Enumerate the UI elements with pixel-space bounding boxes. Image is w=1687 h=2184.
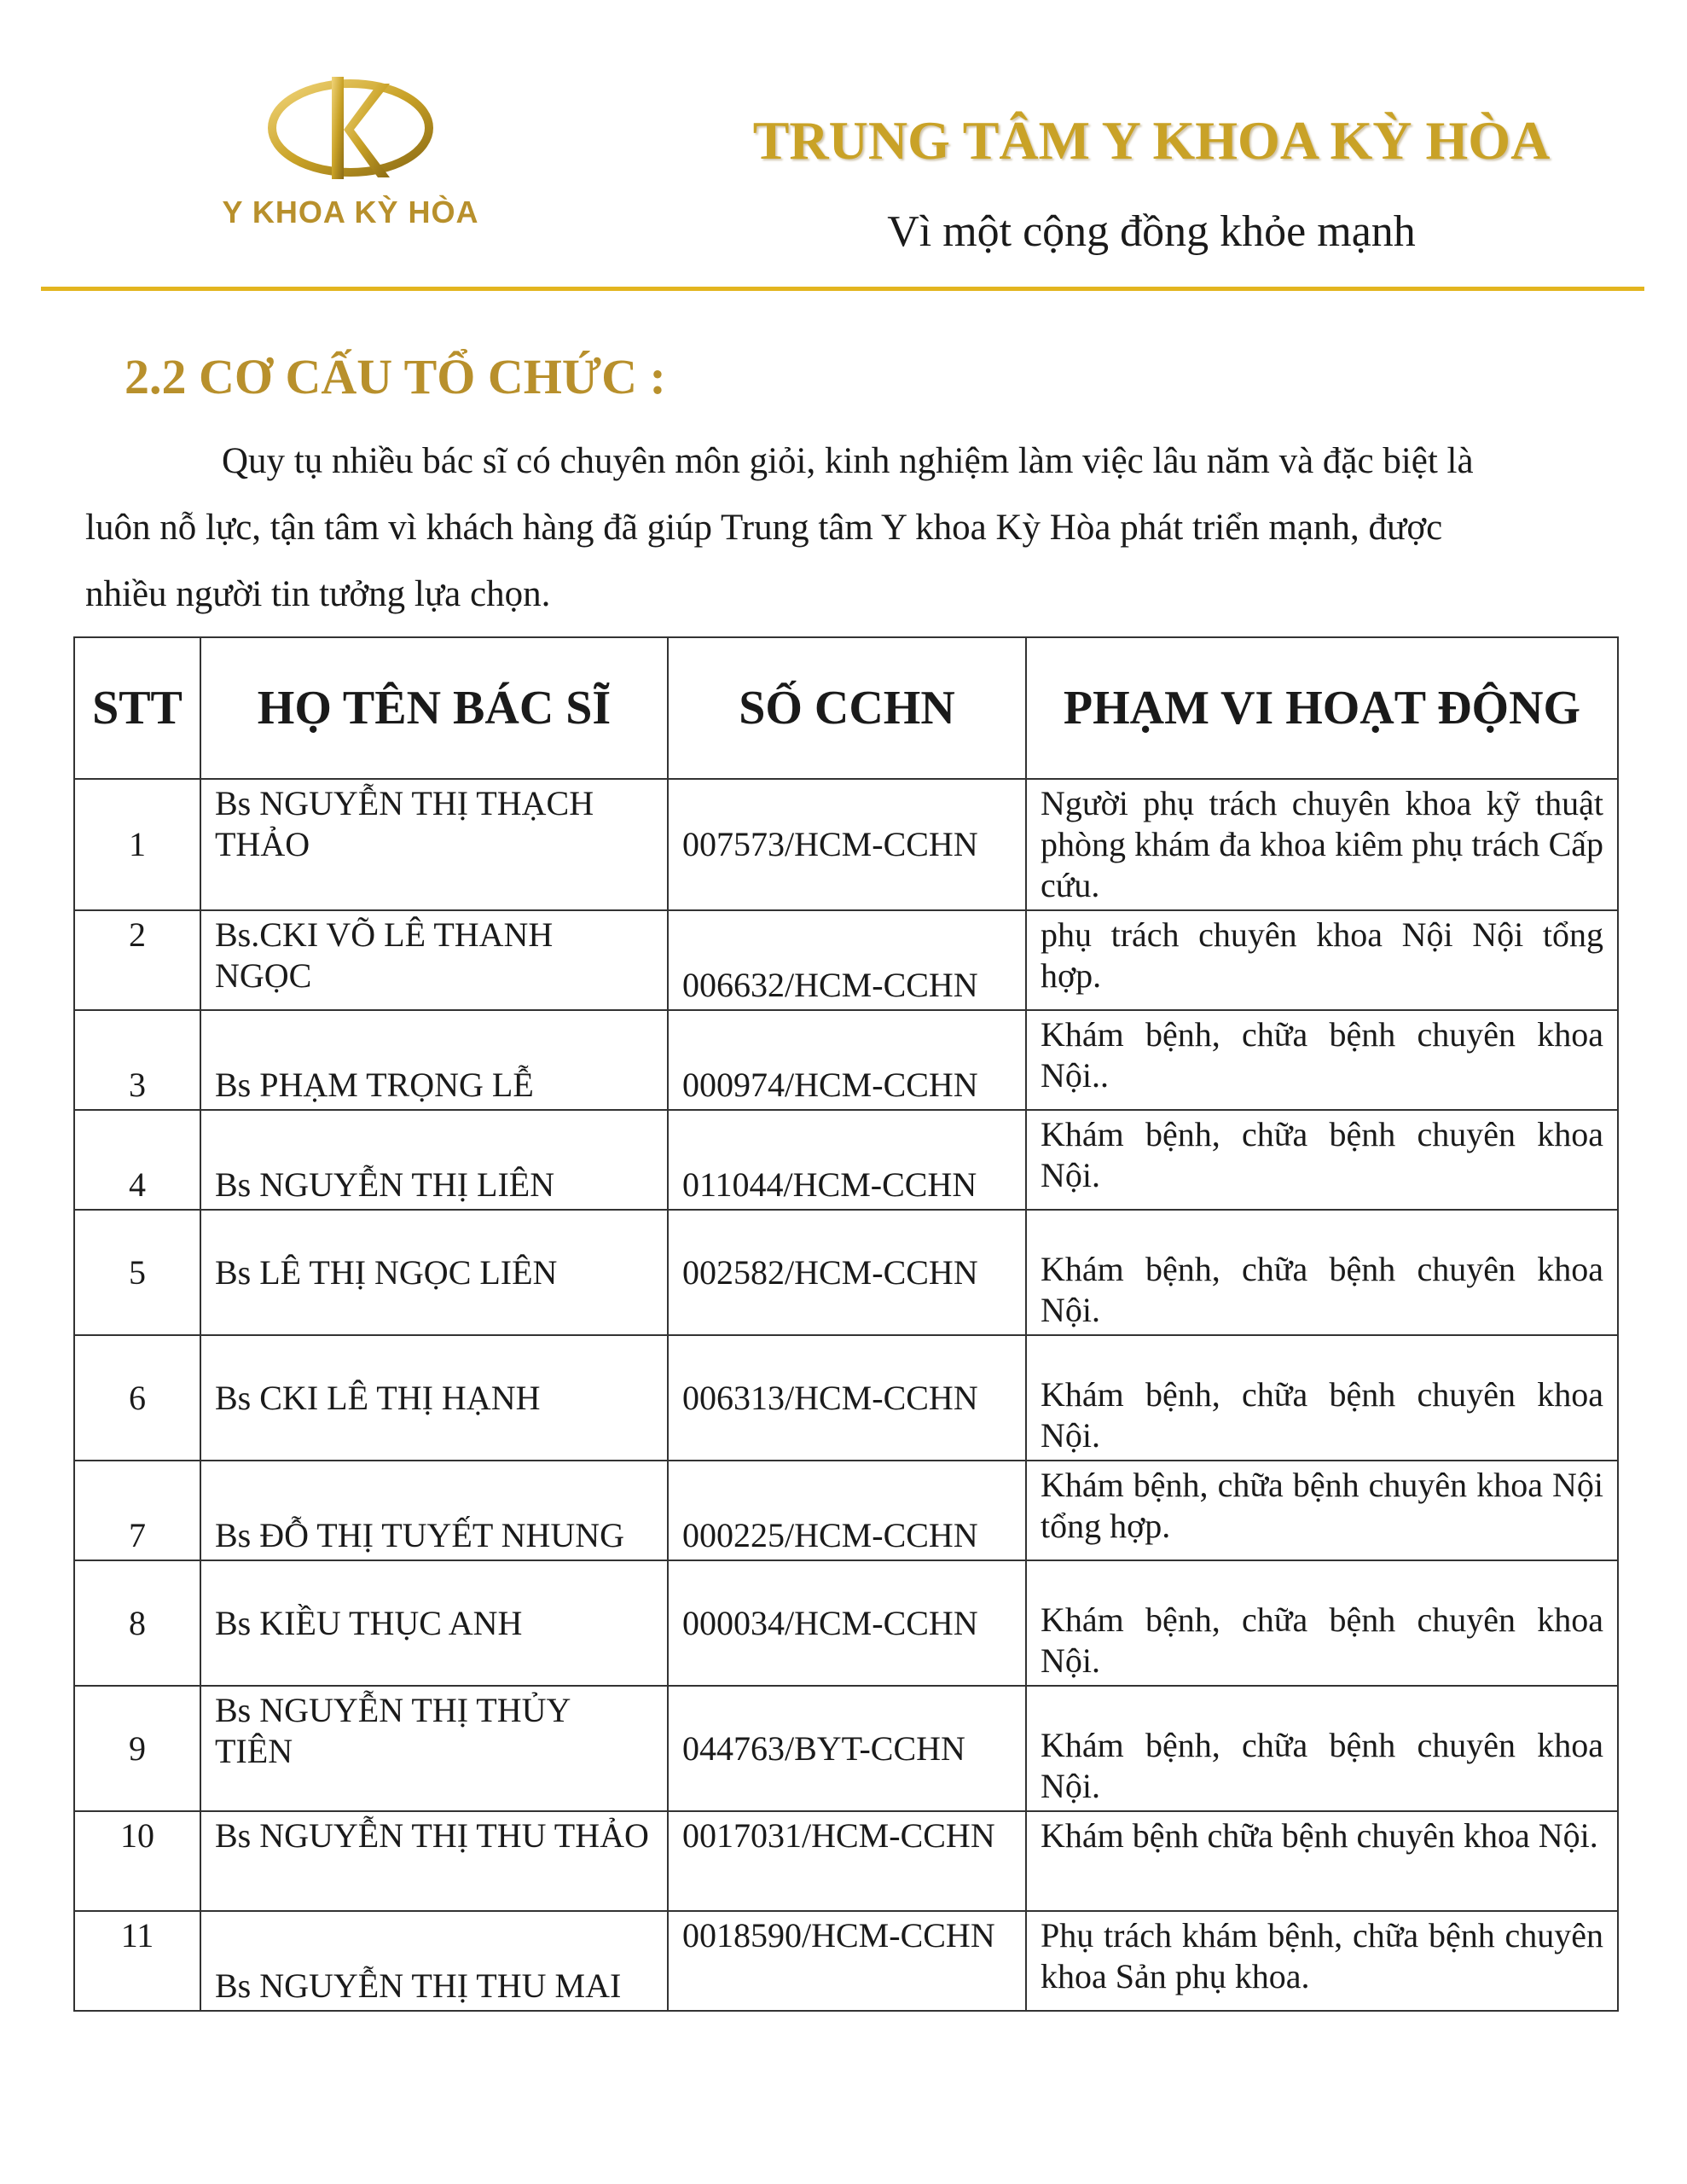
header-divider [41,287,1644,291]
intro-line: nhiều người tin tưởng lựa chọn. [85,574,551,614]
table-row [74,910,1618,1010]
intro-line: luôn nỗ lực, tận tâm vì khách hàng đã giúp Trung tâm Y khoa Kỳ Hòa phát triển mạnh, được [85,508,1443,548]
intro-line: Quy tụ nhiều bác sĩ có chuyên môn giỏi, kinh nghiệm làm việc lâu năm và đặc biệt là [222,441,1474,481]
cell-scope: Khám bệnh, chữa bệnh chuyên khoa Nội. [1026,1110,1618,1210]
intro-paragraph [85,428,1552,628]
table-row [74,1210,1618,1335]
cell-scope: phụ trách chuyên khoa Nội Nội tổng hợp. [1026,910,1618,1010]
cell-stt: 5 [74,1210,200,1335]
cell-cchn: 000034/HCM-CCHN [668,1560,1026,1686]
header-name: HỌ TÊN BÁC SĨ [200,637,668,779]
cell-cchn: 007573/HCM-CCHN [668,779,1026,910]
table-row [74,1560,1618,1686]
cell-cchn: 044763/BYT-CCHN [668,1686,1026,1811]
section-title: 2.2 CƠ CẤU TỔ CHỨC : [125,349,666,404]
cell-name: Bs CKI LÊ THỊ HẠNH [200,1335,668,1461]
cell-stt: 11 [74,1911,200,2011]
logo [201,68,500,264]
cell-name: Bs NGUYỄN THỊ THU MAI [200,1911,668,2011]
table-row [74,1811,1618,1911]
cell-name: Bs NGUYỄN THỊ THU THẢO [200,1811,668,1911]
table-row [74,1686,1618,1811]
cell-cchn: 000974/HCM-CCHN [668,1010,1026,1110]
logo-text: Y KHOA KỲ HÒA [222,195,479,229]
cell-stt: 3 [74,1010,200,1110]
cell-cchn: 006313/HCM-CCHN [668,1335,1026,1461]
table-header-row [74,637,1618,779]
cell-cchn: 002582/HCM-CCHN [668,1210,1026,1335]
cell-name: Bs ĐỖ THỊ TUYẾT NHUNG [200,1461,668,1560]
table-row [74,1110,1618,1210]
cell-name: Bs NGUYỄN THỊ LIÊN [200,1110,668,1210]
cell-scope: Khám bệnh chữa bệnh chuyên khoa Nội. [1026,1811,1618,1911]
cell-stt: 9 [74,1686,200,1811]
cell-stt: 1 [74,779,200,910]
cell-cchn: 0017031/HCM-CCHN [668,1811,1026,1911]
staff-table [73,636,1619,2012]
table-row [74,779,1618,910]
cell-scope: Người phụ trách chuyên khoa kỹ thuật phòng khám đa khoa kiêm phụ trách Cấp cứu. [1026,779,1618,910]
center-title: TRUNG TÂM Y KHOA KỲ HÒA [752,110,1551,171]
cell-stt: 6 [74,1335,200,1461]
cell-stt: 2 [74,910,200,1010]
cell-scope: Khám bệnh, chữa bệnh chuyên khoa Nội. [1026,1210,1618,1335]
cell-name: Bs NGUYỄN THỊ THẠCH THẢO [200,779,668,910]
cell-name: Bs.CKI VÕ LÊ THANH NGỌC [200,910,668,1010]
header-scope: PHẠM VI HOẠT ĐỘNG [1026,637,1618,779]
cell-scope: Khám bệnh, chữa bệnh chuyên khoa Nội. [1026,1335,1618,1461]
cell-name: Bs NGUYỄN THỊ THỦY TIÊN [200,1686,668,1811]
cell-stt: 8 [74,1560,200,1686]
logo-emblem-icon [265,68,436,188]
cell-scope: Khám bệnh, chữa bệnh chuyên khoa Nội. [1026,1686,1618,1811]
cell-cchn: 006632/HCM-CCHN [668,910,1026,1010]
cell-cchn: 011044/HCM-CCHN [668,1110,1026,1210]
cell-cchn: 0018590/HCM-CCHN [668,1911,1026,2011]
cell-name: Bs LÊ THỊ NGỌC LIÊN [200,1210,668,1335]
cell-name: Bs PHẠM TRỌNG LỄ [200,1010,668,1110]
cell-scope: Khám bệnh, chữa bệnh chuyên khoa Nội. [1026,1560,1618,1686]
cell-cchn: 000225/HCM-CCHN [668,1461,1026,1560]
table-row [74,1335,1618,1461]
slogan: Vì một cộng đồng khỏe mạnh [887,207,1416,256]
table-row [74,1461,1618,1560]
cell-stt: 7 [74,1461,200,1560]
cell-scope: Khám bệnh, chữa bệnh chuyên khoa Nội.. [1026,1010,1618,1110]
cell-scope: Phụ trách khám bệnh, chữa bệnh chuyên khoa Sản phụ khoa. [1026,1911,1618,2011]
table-row [74,1911,1618,2011]
cell-name: Bs KIỀU THỤC ANH [200,1560,668,1686]
header-cchn: SỐ CCHN [668,637,1026,779]
table-row [74,1010,1618,1110]
header-stt: STT [74,637,200,779]
cell-scope: Khám bệnh, chữa bệnh chuyên khoa Nội tổng hợp. [1026,1461,1618,1560]
cell-stt: 10 [74,1811,200,1911]
cell-stt: 4 [74,1110,200,1210]
